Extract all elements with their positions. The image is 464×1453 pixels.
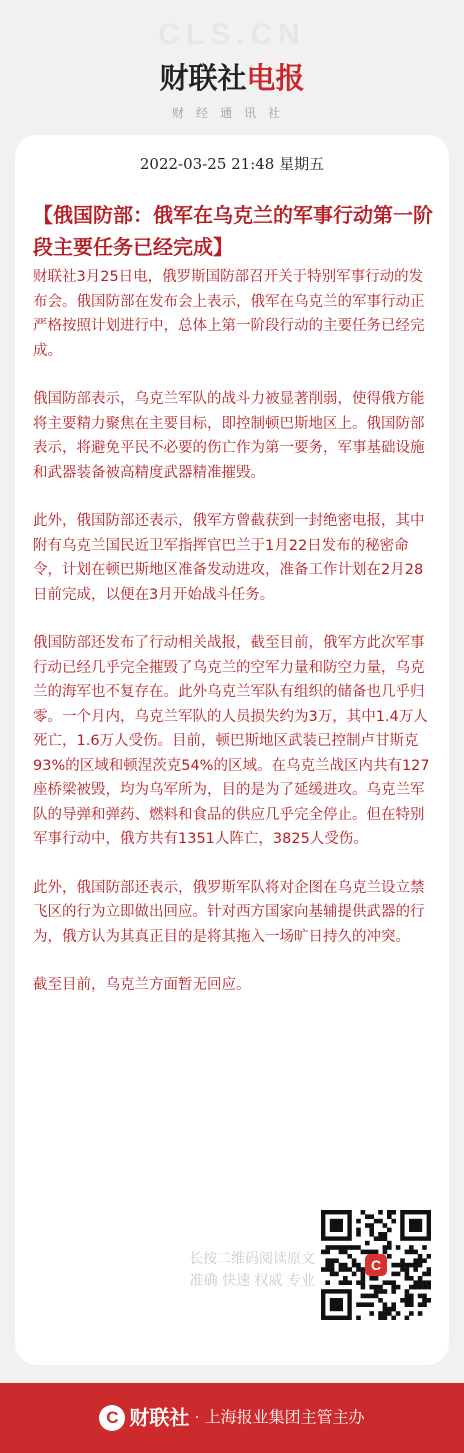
article-body — [33, 265, 437, 1022]
article-paragraph: 此外，俄国防部还表示，俄军方曾截获到一封绝密电报，其中附有乌克兰国民近卫军指挥官巴兰于1月22日发布的秘密命令，计划在顿巴斯地区准备发动进攻，准备工作计划在2月28日前完成，以便在3月开始战斗任务。 — [33, 513, 425, 603]
publish-datetime: 2022-03-25 21:48 星期五 — [139, 155, 325, 173]
qr-code[interactable] — [321, 1210, 431, 1320]
qr-hint — [145, 1248, 315, 1292]
brand-name: 财联社 — [159, 61, 247, 95]
footer-brand: 财联社 — [129, 1405, 190, 1430]
article-paragraph: 财联社3月25日电，俄罗斯国防部召开关于特别军事行动的发布会。俄国防部在发布会上表示，俄军在乌克兰的军事行动正严格按照计划进行中，总体上第一阶段行动的主要任务已经完成。 — [33, 269, 425, 359]
brand-subtitle: 财经通讯社 — [171, 106, 292, 120]
footer-content — [0, 1401, 464, 1434]
watermark-text: CLS.CN — [158, 18, 306, 51]
article-paragraph: 俄国防部表示，乌克兰军队的战斗力被显著削弱，使得俄方能将主要精力聚焦在主要目标，即控制顿巴斯地区上。俄国防部表示，将避免平民不必要的伤亡作为第一要务，军事基础设施和武器装备被高精度武器精准摧毁。 — [33, 391, 425, 481]
brand-suffix: 电报 — [246, 61, 305, 95]
qr-hint-line1: 长按二维码阅读原文 — [189, 1251, 315, 1267]
article-paragraph: 截至目前，乌克兰方面暂无回应。 — [33, 977, 251, 993]
brand-logo — [0, 56, 464, 97]
footer-logo-icon: C — [99, 1405, 125, 1431]
article-paragraph: 此外，俄国防部还表示，俄罗斯军队将对企图在乌克兰设立禁飞区的行为立即做出回应。针对西方国家向基辅提供武器的行为，俄方认为其真正目的是将其拖入一场旷日持久的冲突。 — [33, 879, 425, 945]
footer-text: · 上海报业集团主管主办 — [194, 1407, 365, 1427]
qr-logo-icon: C — [365, 1254, 387, 1276]
article-paragraph: 俄国防部还发布了行动相关战报，截至目前，俄军方此次军事行动已经几乎完全摧毁了乌克兰的空军力量和防空力量，乌克兰的海军也不复存在。此外乌克兰军队有组织的储备也几乎归零。一个月内，乌克兰军队的人员损失约为3万，其中1.4万人死亡，1.6万人受伤。目前，顿巴斯地区武装已控制卢甘斯克93%的区域和顿涅茨克54%的区域。在乌克兰战区内共有127座桥梁被毁，均为乌军所为，目的是为了延缓进攻。乌克兰军队的导弹和弹药、燃料和食品的供应几乎完全停止。但在特别军事行动中，俄方共有1351人阵亡，3825人受伤。 — [33, 635, 430, 847]
article-card — [15, 135, 449, 1365]
footer-bar — [0, 1383, 464, 1453]
article-title: 【俄国防部：俄军在乌克兰的军事行动第一阶段主要任务已经完成】 — [33, 203, 433, 259]
qr-hint-line2: 准确 快速 权威 专业 — [189, 1273, 315, 1289]
